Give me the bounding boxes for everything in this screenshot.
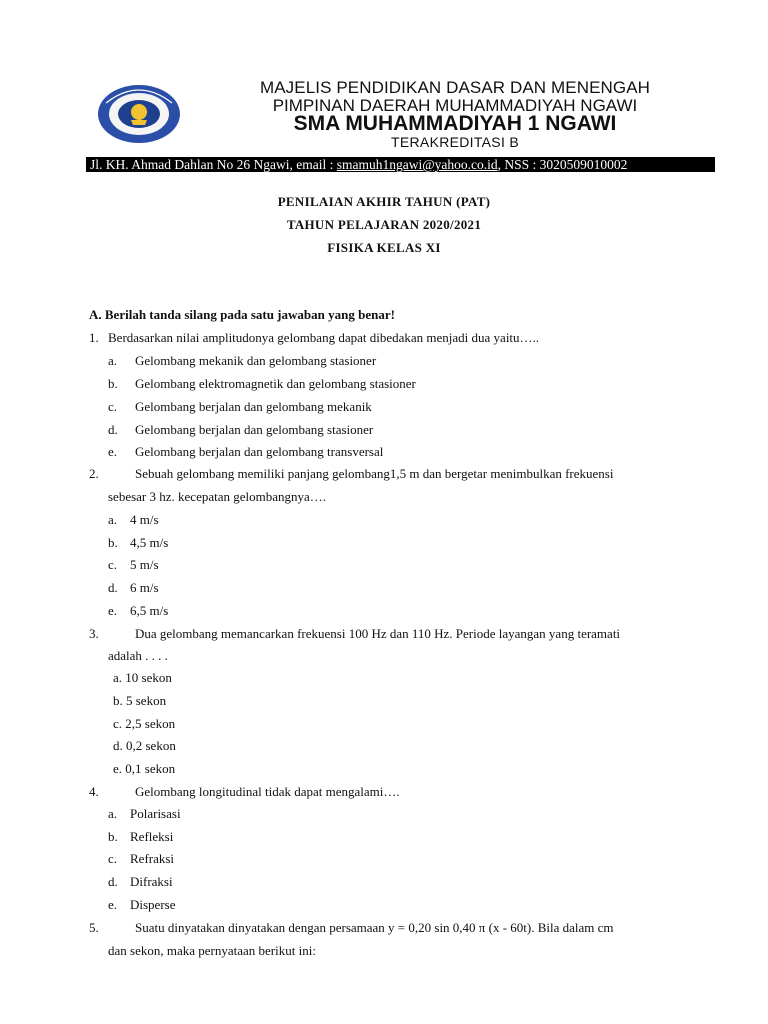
option-letter: d.	[108, 580, 118, 595]
exam-title: PENILAIAN AKHIR TAHUN (PAT)	[277, 194, 491, 209]
question-number: 1.	[89, 330, 99, 345]
option-letter: b.	[108, 829, 118, 844]
question-text: Dua gelombang memancarkan frekuensi 100 Hz dan 110 Hz. Periode layangan yang teramati	[135, 626, 621, 641]
header-line-2: PIMPINAN DAERAH MUHAMMADIYAH NGAWI	[272, 96, 638, 115]
question-number: 5.	[89, 920, 99, 935]
option-letter: c.	[108, 851, 118, 866]
option-text: e. 0,1 sekon	[113, 761, 176, 776]
option-letter: d.	[108, 422, 118, 437]
option-text: 5 m/s	[130, 557, 159, 572]
school-logo	[96, 83, 182, 145]
address-bar	[86, 157, 715, 172]
section-heading: A. Berilah tanda silang pada satu jawaban yang benar!	[89, 307, 395, 322]
option-text: Gelombang elektromagnetik dan gelombang stasioner	[135, 376, 416, 391]
option-letter: a.	[108, 512, 118, 527]
email-link[interactable]: smamuh1ngawi@yahoo.co.id	[336, 157, 498, 172]
address-suffix: , NSS : 3020509010002	[497, 157, 628, 172]
option-letter: e.	[108, 897, 118, 912]
question-number: 4.	[89, 784, 99, 799]
academic-year: TAHUN PELAJARAN 2020/2021	[286, 217, 482, 232]
option-text: Refleksi	[130, 829, 174, 844]
option-text: Disperse	[130, 897, 176, 912]
question-text-cont: sebesar 3 hz. kecepatan gelombangnya….	[108, 489, 327, 504]
question-text: Suatu dinyatakan dinyatakan dengan persamaan y = 0,20 sin 0,40 π (x - 60t). Bila dalam cm	[135, 920, 614, 935]
option-letter: b.	[108, 535, 118, 550]
address-prefix: Jl. KH. Ahmad Dahlan No 26 Ngawi, email :	[90, 157, 337, 172]
option-text: Refraksi	[130, 851, 175, 866]
option-letter: c.	[108, 399, 118, 414]
question-text-cont: dan sekon, maka pernyataan berikut ini:	[108, 943, 316, 958]
option-text: 4,5 m/s	[130, 535, 169, 550]
option-text: Polarisasi	[130, 806, 181, 821]
accreditation: TERAKREDITASI B	[391, 134, 519, 150]
header-line-1: MAJELIS PENDIDIKAN DASAR DAN MENENGAH	[259, 78, 651, 97]
question-number: 3.	[89, 626, 99, 641]
option-text: Gelombang mekanik dan gelombang stasioner	[135, 353, 377, 368]
question-number: 2.	[89, 466, 99, 481]
option-letter: a.	[108, 353, 118, 368]
option-letter: a.	[108, 806, 118, 821]
option-text: Gelombang berjalan dan gelombang mekanik	[135, 399, 372, 414]
question-text: Berdasarkan nilai amplitudonya gelombang dapat dibedakan menjadi dua yaitu…..	[108, 330, 540, 345]
option-text: 6 m/s	[130, 580, 159, 595]
question-text: Gelombang longitudinal tidak dapat mengalami….	[135, 784, 400, 799]
option-text: Difraksi	[130, 874, 173, 889]
option-letter: c.	[108, 557, 118, 572]
option-letter: b.	[108, 376, 118, 391]
subject-title: FISIKA KELAS XI	[327, 240, 441, 255]
option-text: Gelombang berjalan dan gelombang transversal	[135, 444, 384, 459]
option-text: a. 10 sekon	[113, 670, 172, 685]
school-name: SMA MUHAMMADIYAH 1 NGAWI	[293, 112, 617, 135]
option-text: b. 5 sekon	[113, 693, 167, 708]
option-text: Gelombang berjalan dan gelombang stasioner	[135, 422, 374, 437]
option-letter: d.	[108, 874, 118, 889]
option-text: 4 m/s	[130, 512, 159, 527]
option-letter: e.	[108, 603, 118, 618]
question-text: Sebuah gelombang memiliki panjang gelombang1,5 m dan bergetar menimbulkan frekuensi	[135, 466, 614, 481]
option-text: 6,5 m/s	[130, 603, 169, 618]
option-letter: e.	[108, 444, 118, 459]
question-text-cont: adalah . . . .	[108, 648, 168, 663]
option-text: d. 0,2 sekon	[113, 738, 176, 753]
option-text: c. 2,5 sekon	[113, 716, 176, 731]
